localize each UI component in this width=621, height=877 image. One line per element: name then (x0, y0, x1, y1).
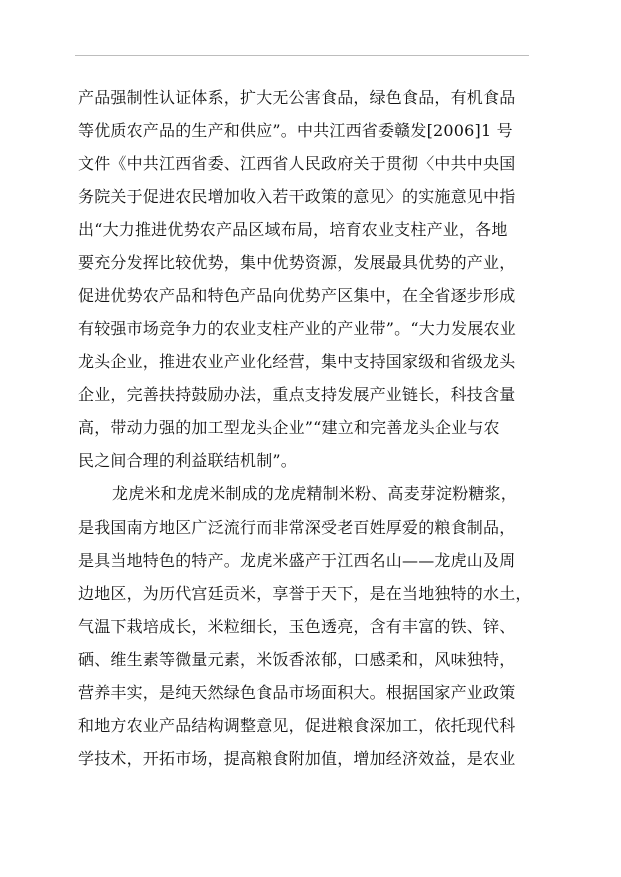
text-line: 学技术，开拓市场，提高粮食附加值，增加经济效益，是农业 (78, 749, 516, 768)
text-line: 文件《中共江西省委、江西省人民政府关于贯彻〈中共中央国 (78, 154, 516, 173)
text-line: 出“大力推进优势农产品区域布局，培育农业支柱产业，各地 (78, 220, 508, 239)
text-line: 促进优势农产品和特色产品向优势产区集中，在全省逐步形成 (78, 286, 516, 305)
text-line: 硒、维生素等微量元素，米饭香浓郁，口感柔和，风味独特， (78, 650, 516, 669)
text-line: 有较强市场竞争力的农业支柱产业的产业带”。“大力发展农业 (78, 319, 516, 338)
text-line: 是具当地特色的特产。龙虎米盛产于江西名山——龙虎山及周 (78, 551, 516, 570)
text-line: 高，带动力强的加工型龙头企业”“建立和完善龙头企业与农 (78, 418, 500, 437)
text-line: 营养丰实，是纯天然绿色食品市场面积大。根据国家产业政策 (78, 683, 516, 702)
text-line: 龙头企业，推进农业产业化经营，集中支持国家级和省级龙头 (78, 352, 516, 371)
text-line: 气温下栽培成长，米粒细长，玉色透亮，含有丰富的铁、锌、 (78, 617, 516, 636)
text-line: 企业，完善扶持鼓励办法，重点支持发展产业链长，科技含量 (78, 385, 516, 404)
text-line: 是我国南方地区广泛流行而非常深受老百姓厚爱的粮食制品， (78, 518, 516, 537)
text-line: 民之间合理的利益联结机制”。 (78, 451, 297, 470)
text-line: 产品强制性认证体系，扩大无公害食品，绿色食品，有机食品 (78, 88, 516, 107)
text-line: 务院关于促进农民增加收入若干政策的意见〉的实施意见中指 (78, 187, 516, 206)
text-line: 要充分发挥比较优势，集中优势资源，发展最具优势的产业， (78, 253, 516, 272)
text-line: 等优质农产品的生产和供应”。中共江西省委赣发[2006]1 号 (78, 121, 513, 140)
text-line: 龙虎米和龙虎米制成的龙虎精制米粉、高麦芽淀粉糖浆， (112, 484, 518, 503)
text-line: 边地区，为历代宫廷贡米，享誉于天下，是在当地独特的水土， (78, 584, 532, 603)
text-line: 和地方农业产品结构调整意见，促进粮食深加工，依托现代科 (78, 716, 516, 735)
header-rule (75, 55, 529, 56)
